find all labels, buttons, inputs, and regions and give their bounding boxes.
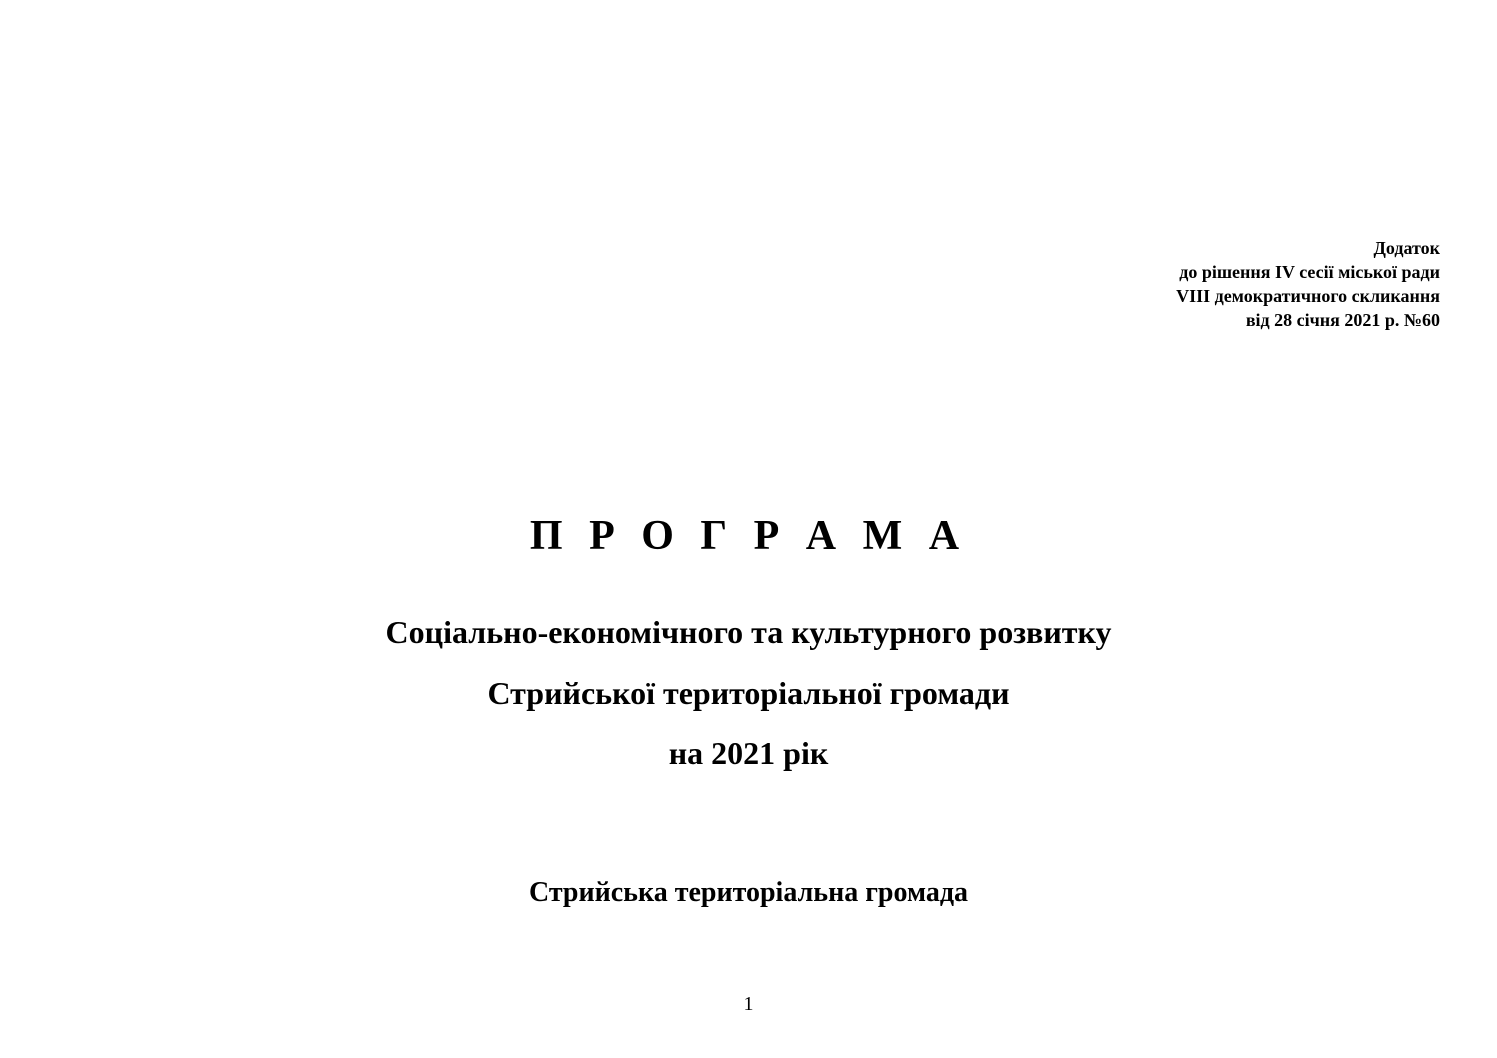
appendix-line-1: Додаток: [1373, 238, 1440, 258]
appendix-line-2: до рішення IV сесії міської ради: [1179, 262, 1440, 282]
appendix-line-3: VIII демократичного скликання: [1176, 286, 1440, 306]
subtitle-line-2: Стрийської територіальної громади: [487, 675, 1010, 711]
community-name: Стрийська територіальна громада: [528, 877, 969, 908]
program-title: П Р О Г Р А М А: [529, 513, 968, 559]
appendix-block: [1176, 236, 1440, 332]
subtitle-line-3: на 2021 рік: [668, 735, 829, 771]
page-number: 1: [743, 993, 754, 1015]
subtitle-line-1: Соціально-економічного та культурного розвитку: [385, 614, 1112, 650]
appendix-line-4: від 28 січня 2021 р. №60: [1245, 310, 1440, 330]
